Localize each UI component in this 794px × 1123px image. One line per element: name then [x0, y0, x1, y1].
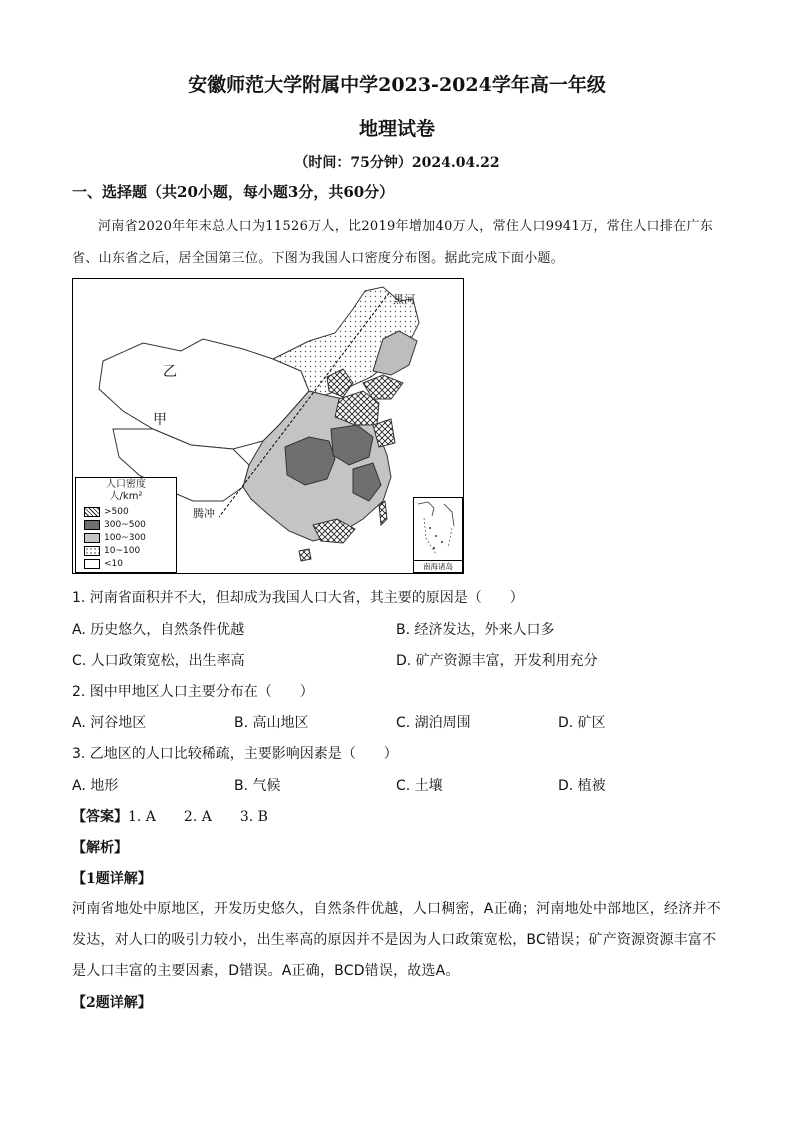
- question-3-option-b: B. 气候: [234, 778, 281, 794]
- section-heading: 一、选择题（共20小题，每小题3分，共60分）: [72, 183, 395, 201]
- legend-item: [84, 544, 146, 557]
- legend-swatch: [84, 546, 100, 556]
- legend-item: [84, 518, 146, 531]
- answer-label: 【答案】: [72, 809, 128, 825]
- detail-1-text: 河南省地处中原地区，开发历史悠久，自然条件优越，人口稠密，A正确；河南地处中部地区，经济并不发达，对人口的吸引力较小，出生率高的原因并不是因为人口政策宽松，BC错误；矿产资源资源丰富不是人口丰富的主要因素，D错误。A正确，BCD错误，故选A。: [72, 901, 721, 979]
- legend-title: 人口密度: [106, 479, 146, 490]
- legend-item: [84, 557, 146, 570]
- legend-item: [84, 505, 146, 518]
- question-3-stem: 3. 乙地区的人口比较稀疏，主要影响因素是（ ）: [72, 746, 398, 762]
- legend-swatch: [84, 559, 100, 569]
- south-china-sea-inset: [413, 497, 463, 573]
- question-2-option-a: A. 河谷地区: [72, 715, 147, 731]
- label-heihe: 黑河: [393, 293, 415, 306]
- region-sichuan: [285, 437, 335, 485]
- question-3-option-d: D. 植被: [558, 778, 606, 794]
- label-tengchong: 腾冲: [193, 507, 215, 520]
- intro-paragraph: 河南省2020年年末总人口为11526万人，比2019年增加40万人，常住人口9941万，常住人口排在广东省、山东省之后，居全国第三位。下图为我国人口密度分布图。据此完成下面小题。: [72, 219, 714, 266]
- question-2-option-d: D. 矿区: [558, 715, 606, 731]
- label-yi: 乙: [163, 364, 177, 380]
- inset-label: 南海诸岛: [414, 560, 462, 572]
- question-1-stem: 1. 河南省面积并不大，但却成为我国人口大省，其主要的原因是（ ）: [72, 590, 524, 606]
- question-1-option-a: A. 历史悠久，自然条件优越: [72, 622, 245, 638]
- detail-2-label: 【2题详解】: [72, 995, 152, 1011]
- exam-subtitle: 地理试卷: [358, 118, 435, 140]
- population-density-map: [72, 278, 464, 574]
- legend-label: 100~300: [104, 532, 146, 543]
- detail-1-label: 【1题详解】: [72, 871, 152, 887]
- region-hainan: [299, 549, 311, 561]
- legend-items: [84, 505, 146, 570]
- exam-title: 安徽师范大学附属中学2023-2024学年高一年级: [188, 74, 606, 96]
- legend-label: 10~100: [104, 545, 141, 556]
- question-3-option-c: C. 土壤: [396, 778, 443, 794]
- question-1-option-c: C. 人口政策宽松，出生率高: [72, 653, 245, 669]
- legend-label: >500: [104, 506, 129, 517]
- analysis-label: 【解析】: [72, 840, 128, 856]
- legend-label: 300~500: [104, 519, 146, 530]
- legend-unit: 人/km²: [109, 491, 143, 502]
- region-taiwan: [379, 501, 387, 525]
- label-jia: 甲: [153, 412, 167, 428]
- legend-swatch: [84, 533, 100, 543]
- question-3-option-a: A. 地形: [72, 778, 119, 794]
- legend-label: <10: [104, 558, 123, 569]
- question-2-option-b: B. 高山地区: [234, 715, 309, 731]
- question-2-stem: 2. 图中甲地区人口主要分布在（ ）: [72, 684, 314, 700]
- exam-time: （时间：75分钟）2024.04.22: [294, 155, 500, 171]
- legend-swatch: [84, 507, 100, 517]
- legend-swatch: [84, 520, 100, 530]
- inset-figure: [414, 498, 462, 560]
- question-1-option-d: D. 矿产资源丰富，开发利用充分: [396, 653, 598, 669]
- question-1-option-b: B. 经济发达，外来人口多: [396, 622, 555, 638]
- legend-item: [84, 531, 146, 544]
- answer-line: [72, 806, 268, 826]
- question-2-option-c: C. 湖泊周围: [396, 715, 471, 731]
- answer-text: 1. A 2. A 3. B: [128, 809, 268, 825]
- map-legend: [75, 477, 177, 573]
